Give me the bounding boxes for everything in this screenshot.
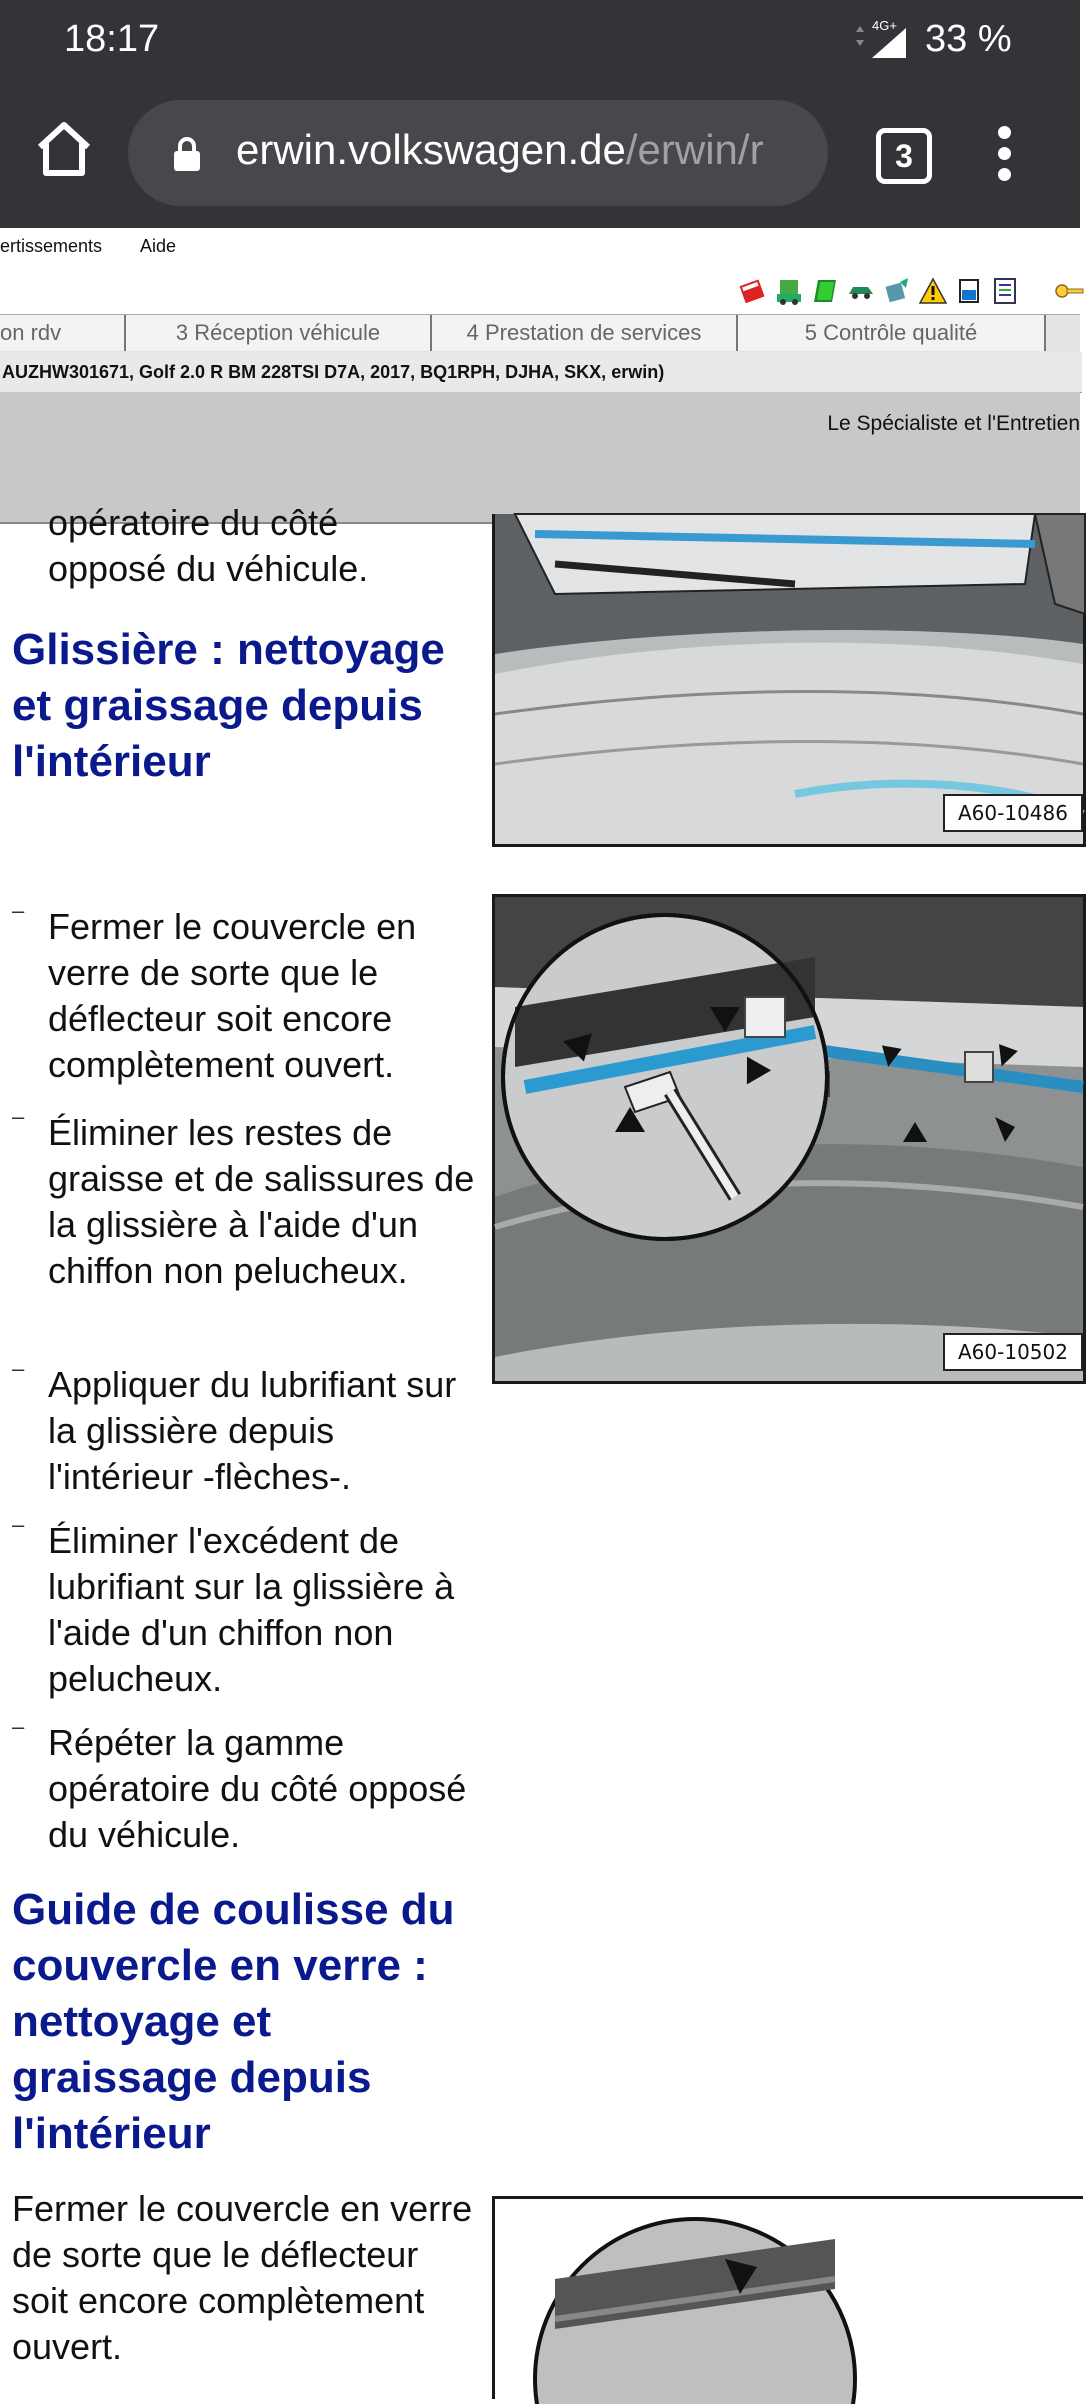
figure-2-drawing xyxy=(495,897,1083,1381)
url-path: /erwin/r xyxy=(625,126,764,173)
car-service-icon[interactable] xyxy=(774,276,804,306)
vehicle-icon[interactable] xyxy=(846,276,876,306)
text-fragment-line1: opératoire du côté xyxy=(48,502,339,543)
signal-icon xyxy=(850,18,910,60)
figure-label: A60-10502 xyxy=(943,1333,1083,1371)
paragraph: Fermer le couvercle en verre de sorte que le déflecteur soit encore complètement ouvert. xyxy=(12,2188,473,2367)
url-text[interactable] xyxy=(236,126,806,174)
home-icon[interactable] xyxy=(30,115,98,183)
step-controle-qualite[interactable]: 5 Contrôle qualité xyxy=(738,315,1046,351)
status-bar xyxy=(0,0,1080,80)
warning-icon[interactable] xyxy=(918,276,948,306)
clock: 18:17 xyxy=(64,18,160,60)
book-icon[interactable] xyxy=(738,276,768,306)
url-host: erwin.volkswagen.de xyxy=(236,126,626,173)
figure-a60-10486 xyxy=(492,514,1086,847)
figure-label: A60-10486 xyxy=(943,794,1083,832)
step-prestation-services[interactable]: 4 Prestation de services xyxy=(432,315,738,351)
step-reception-vehicule[interactable]: 3 Réception véhicule xyxy=(126,315,432,351)
text-fragment-line2: opposé du véhicule. xyxy=(48,548,369,589)
tabs-button[interactable]: 3 xyxy=(876,128,932,184)
key-icon[interactable] xyxy=(1054,276,1084,306)
menu-item-avertissements[interactable]: ertissements xyxy=(0,236,103,256)
diagnostic-icon[interactable] xyxy=(882,276,912,306)
erwin-toolbar xyxy=(0,270,1080,315)
figure-a60-10502 xyxy=(492,894,1086,1384)
figure-3-drawing xyxy=(495,2199,1083,2399)
process-steps xyxy=(0,314,1080,354)
network-type: 4G+ xyxy=(872,18,897,33)
green-book-icon[interactable] xyxy=(810,276,840,306)
menu-item-aide[interactable]: Aide xyxy=(140,236,177,256)
more-vert-icon[interactable] xyxy=(990,126,1020,182)
specialist-title: Le Spécialiste et l'Entretien xyxy=(827,412,1080,435)
section-heading-glissiere: Glissière : nettoyage et graissage depuis l'intérieur xyxy=(12,625,445,786)
battery-level: 33 % xyxy=(925,18,1012,60)
vehicle-info: AUZHW301671, Golf 2.0 R BM 228TSI D7A, 2017, BQ1RPH, DJHA, SKX, erwin) xyxy=(0,352,1082,393)
fluid-icon[interactable] xyxy=(954,276,984,306)
step-rdv[interactable]: on rdv xyxy=(0,315,126,351)
manual-content: opératoire du côté opposé du véhicule. Glissière : nettoyage et graissage depuis l'intérieur A60-10486 – Fermer le couvercle en verre de sorte que le déflecteur soit encore complètement ouvert. – Éliminer les restes de graisse et de salissures de la glissière à l'aide d'un chiffon non pelucheux. – Appliquer du lubrifiant sur la glissière depuis l'intérieur -flèches-. – Éliminer l'excédent de lubrifiant sur la glissière à l'aide d'un chiffon non pelucheux. – Répéter la gamme opératoire du côté opposé du véhicule. A60-10502 Guide de coulisse du couvercle en verre : nettoyage et graissage depuis l'intérieur Fermer le couvercle en verre de sorte que le déflecteur soit encore complètement ouvert. xyxy=(0,522,1080,2340)
document-icon[interactable] xyxy=(990,276,1020,306)
erwin-menubar xyxy=(0,228,1080,271)
figure-3 xyxy=(492,2196,1083,2399)
lock-icon[interactable] xyxy=(172,136,202,172)
section-heading-guide-coulisse: Guide de coulisse du couvercle en verre : nettoyage et graissage depuis l'intérieur xyxy=(12,1885,455,2158)
